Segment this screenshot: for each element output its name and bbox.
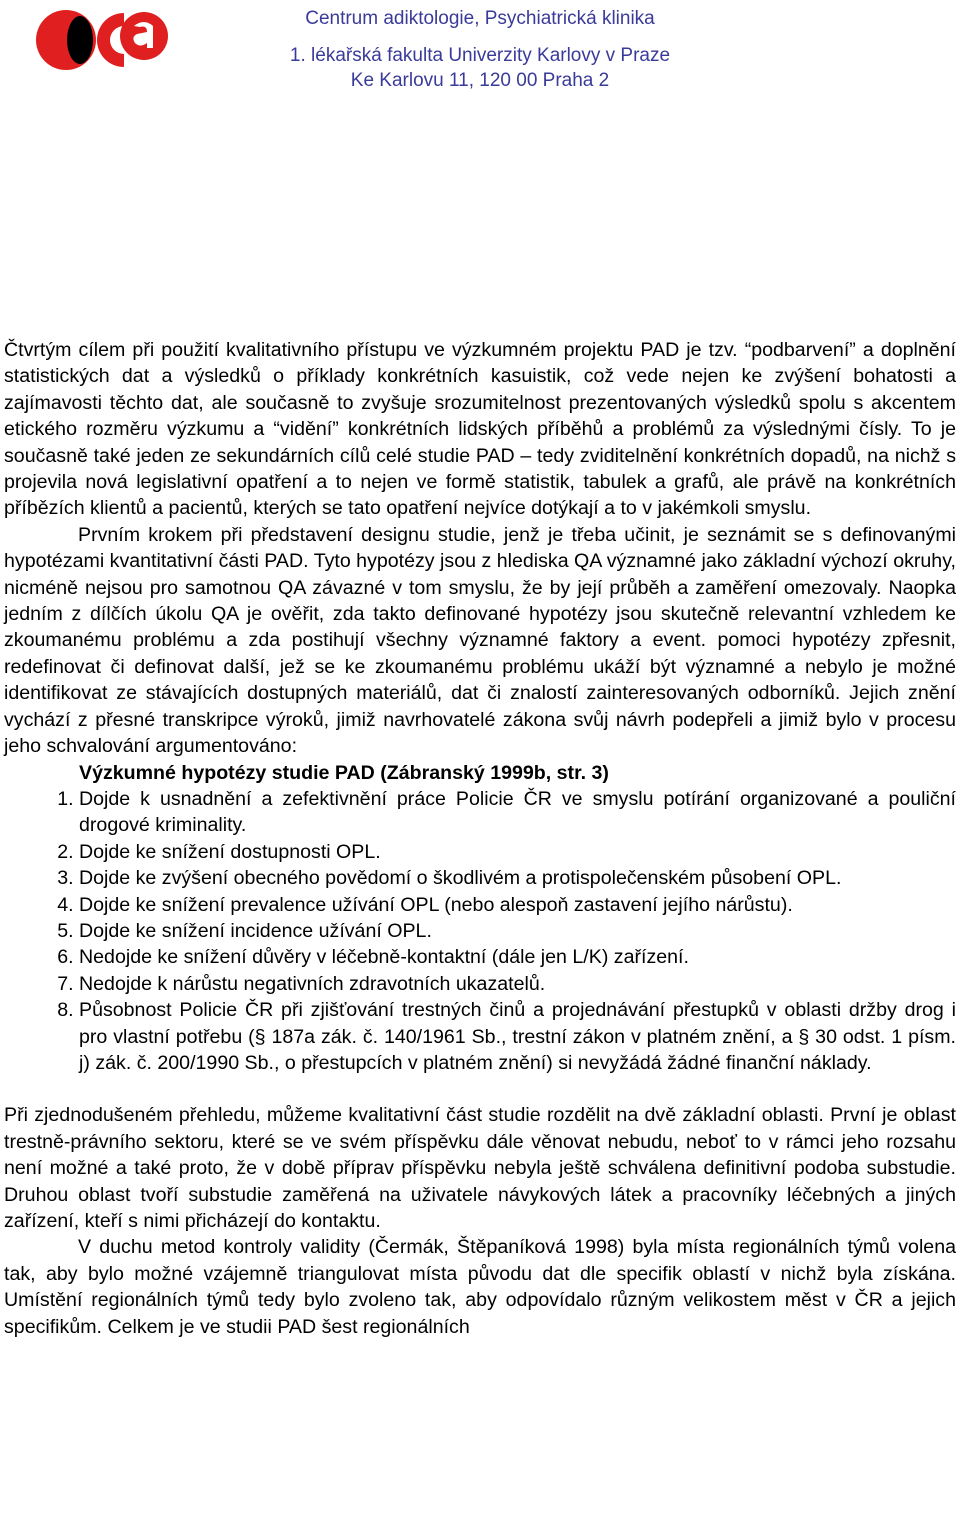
- list-item: 3. Dojde ke zvýšení obecného povědomí o škodlivém a protispolečenském působení OPL.: [79, 865, 956, 891]
- header-line-2: 1. lékařská fakulta Univerzity Karlovy v Praze: [289, 45, 671, 66]
- list-item: 7. Nedojde k nárůstu negativních zdravotních ukazatelů.: [79, 971, 956, 997]
- hypotheses-title: Výzkumné hypotézy studie PAD (Zábranský 1999b, str. 3): [79, 761, 609, 784]
- paragraph-4: V duchu metod kontroly validity (Čermák, Štěpaníková 1998) byla místa regionálních týmů volena tak, aby bylo možné vzájemně triangulovat místa původu dat dle specifik oblastí v nichž byla získána. Umístění regionálních týmů tedy bylo zvoleno tak, aby odpovídalo různým velikostem měst v ČR a jejich specifikům. Celkem je ve studii PAD šest regionálních: [4, 1236, 956, 1338]
- list-item: 8. Působnost Policie ČR při zjišťování trestných činů a projednávání přestupků v oblasti držby drog i pro vlastní potřebu (§ 187a zák. č. 140/1961 Sb., trestní zákon v platném znění, a § 30 odst. 1 písm. j) zák. č. 200/1990 Sb., o přestupcích v platném znění) si nevyžádá žádné finanční náklady.: [79, 997, 956, 1076]
- list-item: 1. Dojde k usnadnění a zefektivnění práce Policie ČR ve smyslu potírání organizované a pouliční drogové kriminality.: [79, 786, 956, 839]
- list-item: 2. Dojde ke snížení dostupnosti OPL.: [79, 839, 956, 865]
- list-item: 4. Dojde ke snížení prevalence užívání OPL (nebo alespoň zastavení jejího nárůstu).: [79, 892, 956, 918]
- paragraph-2: Prvním krokem při představení designu studie, jenž je třeba učinit, je seznámit se s definovanými hypotézami kvantitativní části PAD. Tyto hypotézy jsou z hlediska QA významné jako základní výchozí okruhy, nicméně nejsou pro samotnou QA závazné v tom smyslu, že by její průběh a zaměření omezovaly. Naopka jedním z dílčích úkolu QA je ověřit, zda takto definované hypotézy jsou skutečně relevantní vzhledem ke zkoumanému problému a zda postihují všechny významné faktory a event. pomoci hypotézy zpřesnit, redefinovat či definovat další, jež se ke zkoumanému problému ukáží být významné a nebylo je možné identifikovat ze stávajících dostupných materiálů, dat či znalostí zainteresovaných odborníků. Jejich znění vychází z přesné transkripce výroků, jimiž navrhovatelé zákona svůj návrh podepřeli a jimiž bylo v procesu jeho schvalování argumentováno:: [4, 523, 956, 758]
- hypotheses-list: [4, 786, 956, 1076]
- ca-logo-icon: [36, 8, 168, 72]
- document-body: [4, 337, 956, 1340]
- paragraph-1: Čtvrtým cílem při použití kvalitativního přístupu ve výzkumném projektu PAD je tzv. “podbarvení” a doplnění statistických dat a výsledků o příklady konkrétních kasuistik, což vede nejen ke zvýšení bohatosti a zajímavosti těchto dat, ale současně to zvyšuje srozumitelnost prezentovaných výsledků spolu s akcentem etického rozměru výzkumu a “vidění” konkrétních lidských příběhů a problémů za výslednými čísly. To je současně také jeden ze sekundárních cílů celé studie PAD – tedy zviditelnění konkrétních dopadů, na nichž s projevila nová legislativní opatření a to nejen ve formě statistik, tabulek a grafů, ale právě na konkrétních příbězích klientů a pacientů, kterých se tato opatření nejvíce dotýkají a to v jakémkoli smyslu.: [4, 339, 956, 520]
- header-line-1: Centrum adiktologie, Psychiatrická klinika: [305, 8, 655, 29]
- header-line-3: Ke Karlovu 11, 120 00 Praha 2: [350, 70, 610, 91]
- paragraph-3: Při zjednodušeném přehledu, můžeme kvalitativní část studie rozdělit na dvě základní oblasti. První je oblast trestně-právního sektoru, které se ve svém příspěvku dále věnovat nebudu, neboť to v rámci jeho rozsahu není možné a také proto, že v době příprav příspěvku nebyla ještě schválena definitivní podoba substudie. Druhou oblast tvoří substudie zaměřená na uživatele návykových látek a pracovníky léčebných a jiných zařízení, kteří s nimi přicházejí do kontaktu.: [4, 1104, 956, 1232]
- institution-header: [260, 6, 700, 93]
- list-item: 5. Dojde ke snížení incidence užívání OPL.: [79, 918, 956, 944]
- list-item: 6. Nedojde ke snížení důvěry v léčebně-kontaktní (dále jen L/K) zařízení.: [79, 944, 956, 970]
